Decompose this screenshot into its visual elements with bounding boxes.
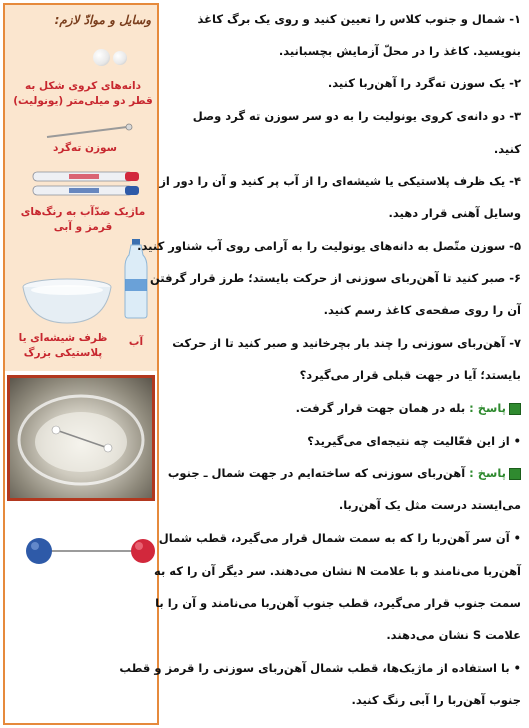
paragraph-line: سمت جنوب قرار می‌گیرد، قطب جنوب آهن‌ربا می‌نامند و آن را با bbox=[155, 596, 521, 610]
answer-2-line bbox=[165, 465, 521, 481]
instruction-line: کنید. bbox=[493, 142, 521, 156]
answer-label: پاسخ : bbox=[469, 466, 506, 480]
instruction-line: ۲- یک سوزن ته‌گرد را آهن‌ربا کنید. bbox=[327, 76, 521, 90]
beads-label-line2: قطر دو میلی‌متر (یونولیت) bbox=[13, 95, 153, 107]
paragraph-line: آهن‌ربا می‌نامند و با علامت N نشان می‌دهند. سر دیگر آن را که به bbox=[153, 564, 521, 578]
beads-label-line1: دانه‌های کروی شکل به bbox=[24, 80, 141, 92]
instruction-line: ۷- آهن‌ربای سوزنی را چند بار بچرخانید و صبر کنید تا از حرکت bbox=[172, 336, 521, 350]
paragraph-line: • آن سر آهن‌ربا را که به سمت شمال قرار می‌گیرد، قطب شمال bbox=[158, 531, 521, 545]
floating-needle-illustration bbox=[10, 378, 152, 498]
materials-panel bbox=[5, 5, 157, 371]
instructions-column bbox=[119, 0, 521, 728]
pin-needle-illustration bbox=[45, 121, 135, 141]
answer-square-icon bbox=[509, 403, 521, 415]
paragraph-line: • با استفاده از ماژیک‌ها، قطب شمال آهن‌ربای سوزنی را قرمز و قطب bbox=[119, 661, 521, 675]
instruction-line: ۳- دو دانه‌ی کروی یونولیت را به دو سر سوزن ته گرد وصل bbox=[192, 109, 521, 123]
instruction-line: ۶- صبر کنید تا آهن‌ربای سوزنی از حرکت بایستد؛ طرز قرار گرفتن bbox=[149, 271, 521, 285]
answer-2-line2: می‌ایستد درست مثل یک آهن‌ربا. bbox=[338, 498, 521, 512]
instruction-line: ۴- یک ظرف پلاستیکی یا شیشه‌ای را از آب پر کنید و آن را دور از bbox=[159, 174, 521, 188]
markers-illustration bbox=[29, 169, 145, 199]
instruction-line: ۵- سوزن متّصل به دانه‌های یونولیت را به آرامی روی آب شناور کنید. bbox=[137, 239, 521, 253]
instruction-line: بایستد؛ آیا در جهت قبلی قرار می‌گیرد؟ bbox=[299, 368, 521, 382]
instruction-line: آن را روی صفحه‌ی کاغذ رسم کنید. bbox=[323, 303, 521, 317]
answer-1-text: بله در همان جهت قرار گرفت. bbox=[295, 401, 466, 415]
question-2-line: • از این فعّالیت چه نتیجه‌ای می‌گیرید؟ bbox=[307, 434, 521, 448]
foam-bead-2 bbox=[113, 51, 127, 65]
materials-title: وسایل و موادّ لازم: bbox=[54, 13, 151, 27]
instruction-line: ۱- شمال و جنوب کلاس را تعیین کنید و روی یک برگ کاغذ bbox=[197, 12, 521, 26]
markers-label-line2: قرمز و آبی bbox=[53, 221, 113, 233]
bowl-label-line2: پلاستیکی بزرگ bbox=[23, 347, 103, 359]
paragraph-line: علامت S نشان می‌دهند. bbox=[386, 628, 521, 642]
needle-label: سوزن ته‌گرد bbox=[53, 142, 117, 154]
paragraph-line: جنوب آهن‌ربا را آبی رنگ کنید. bbox=[351, 693, 521, 707]
experiment-photo bbox=[7, 375, 155, 501]
foam-bead-1 bbox=[93, 49, 110, 66]
water-label: آب bbox=[128, 336, 144, 348]
markers-label-line1: ماژیک ضدّآب به رنگ‌های bbox=[20, 206, 146, 218]
bowl-label-line1: ظرف شیشه‌ای یا bbox=[18, 332, 108, 344]
answer-square-icon bbox=[509, 468, 521, 480]
answer-label: پاسخ : bbox=[469, 401, 506, 415]
glass-bowl-illustration bbox=[19, 277, 115, 327]
instruction-line: وسایل آهنی قرار دهید. bbox=[388, 206, 521, 220]
answer-1-line bbox=[165, 400, 521, 416]
materials-sidebar bbox=[3, 3, 159, 725]
instruction-line: بنویسید. کاغذ را در محلّ آزمایش بچسبانید. bbox=[278, 44, 521, 58]
answer-2-text: آهن‌ربای سوزنی که ساخته‌ایم در جهت شمال ـ جنوب bbox=[167, 466, 466, 480]
colored-needle-magnet-illustration bbox=[19, 533, 159, 569]
